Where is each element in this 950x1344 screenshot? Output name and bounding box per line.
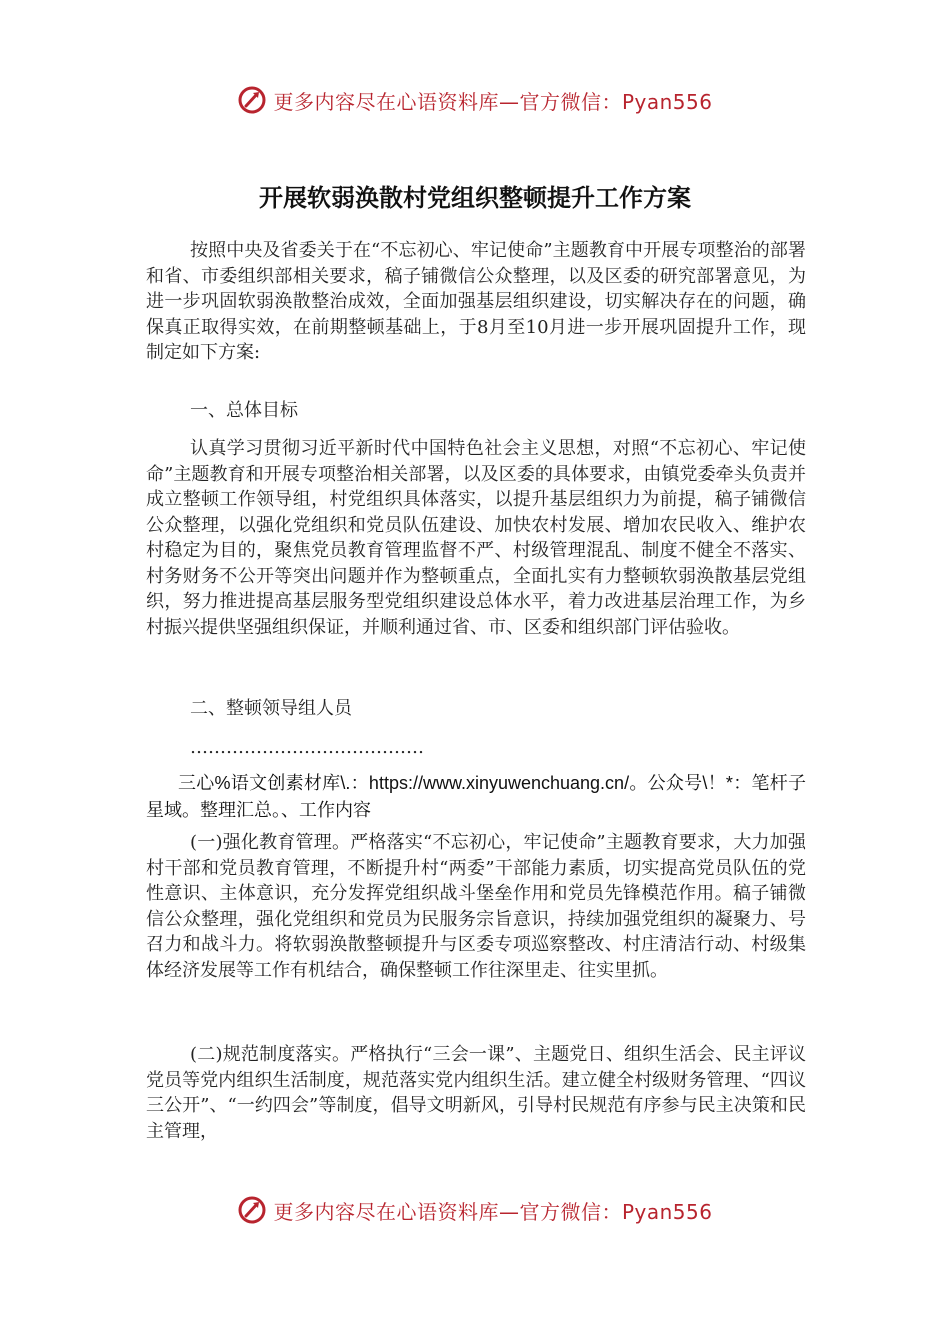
document-body [146,238,806,366]
section-1-wrap [146,436,806,640]
section-heading-1: 一、总体目标 [190,400,298,421]
banner-text: 更多内容尽在心语资料库—官方微信：Pyan556 [273,1199,713,1224]
item-2-paragraph: (二)规范制度落实。严格执行“三会一课”、主题党日、组织生活会、民主评议党员等党内组织生活制度，规范落实党内组织生活。建立健全村级财务管理、“四议三公开”、“一约四会”等制度，倡导文明新风，引导村民规范有序参与民主决策和民主管理， [146,1044,806,1142]
item-1-paragraph: (一)强化教育管理。严格落实“不忘初心，牢记使命”主题教育要求，大力加强村干部和党员教育管理，不断提升村“两委”干部能力素质，切实提高党员队伍的党性意识、主体意识，充分发挥党组织战斗堡垒作用和党员先锋模范作用。稿子铺微信公众整理，强化党组织和党员为民服务宗旨意识，持续加强党组织的凝聚力、号召力和战斗力。将软弱涣散整顿提升与区委专项巡察整改、村庄清洁行动、村级集体经济发展等工作有机结合，确保整顿工作往深里走、往实里抓。 [146,832,806,981]
banner-text: 更多内容尽在心语资料库—官方微信：Pyan556 [273,89,713,114]
footer-banner [0,1190,950,1230]
item-1-wrap [146,830,806,983]
website-wrap [146,770,806,824]
header-banner [0,80,950,120]
ellipsis-line: ………………………………… [190,737,424,758]
section-heading-2: 二、整顿领导组人员 [190,698,352,719]
item-2-wrap [146,1042,806,1144]
intro-paragraph: 按照中央及省委关于在“不忘初心、牢记使命”主题教育中开展专项整治的部署和省、市委组织部相关要求，稿子铺微信公众整理，以及区委的研究部署意见，为进一步巩固软弱涣散整治成效，全面加强基层组织建设，切实解决存在的问题，确保真正取得实效，在前期整顿基础上，于8月至10月进一步开展巩固提升工作，现制定如下方案: [146,240,806,363]
logo-icon [237,1195,267,1225]
section-1-paragraph: 认真学习贯彻习近平新时代中国特色社会主义思想，对照“不忘初心、牢记使命”主题教育和开展专项整治相关部署，以及区委的具体要求，由镇党委牵头负责并成立整顿工作领导组，村党组织具体落实，以提升基层组织力为前提，稿子铺微信公众整理，以强化党组织和党员队伍建设、加快农村发展、增加农民收入、维护农村稳定为目的，聚焦党员教育管理监督不严、村级管理混乱、制度不健全不落实、村务财务不公开等突出问题并作为整顿重点，全面扎实有力整顿软弱涣散基层党组织，努力推进提高基层服务型党组织建设总体水平，着力改进基层治理工作，为乡村振兴提供坚强组织保证，并顺利通过省、市、区委和组织部门评估验收。 [146,438,806,638]
logo-icon [237,85,267,115]
section-heading-2-wrap [146,696,806,722]
website-line: 三心%语文创素材库\.：https://www.xinyuwenchuang.cn/。公众号\！*：笔杆子星域。整理汇总。、工作内容 [146,773,806,820]
section-heading-1-wrap [146,398,806,424]
document-title: 开展软弱涣散村党组织整顿提升工作方案 [259,184,691,212]
ellipsis-wrap [146,735,806,761]
